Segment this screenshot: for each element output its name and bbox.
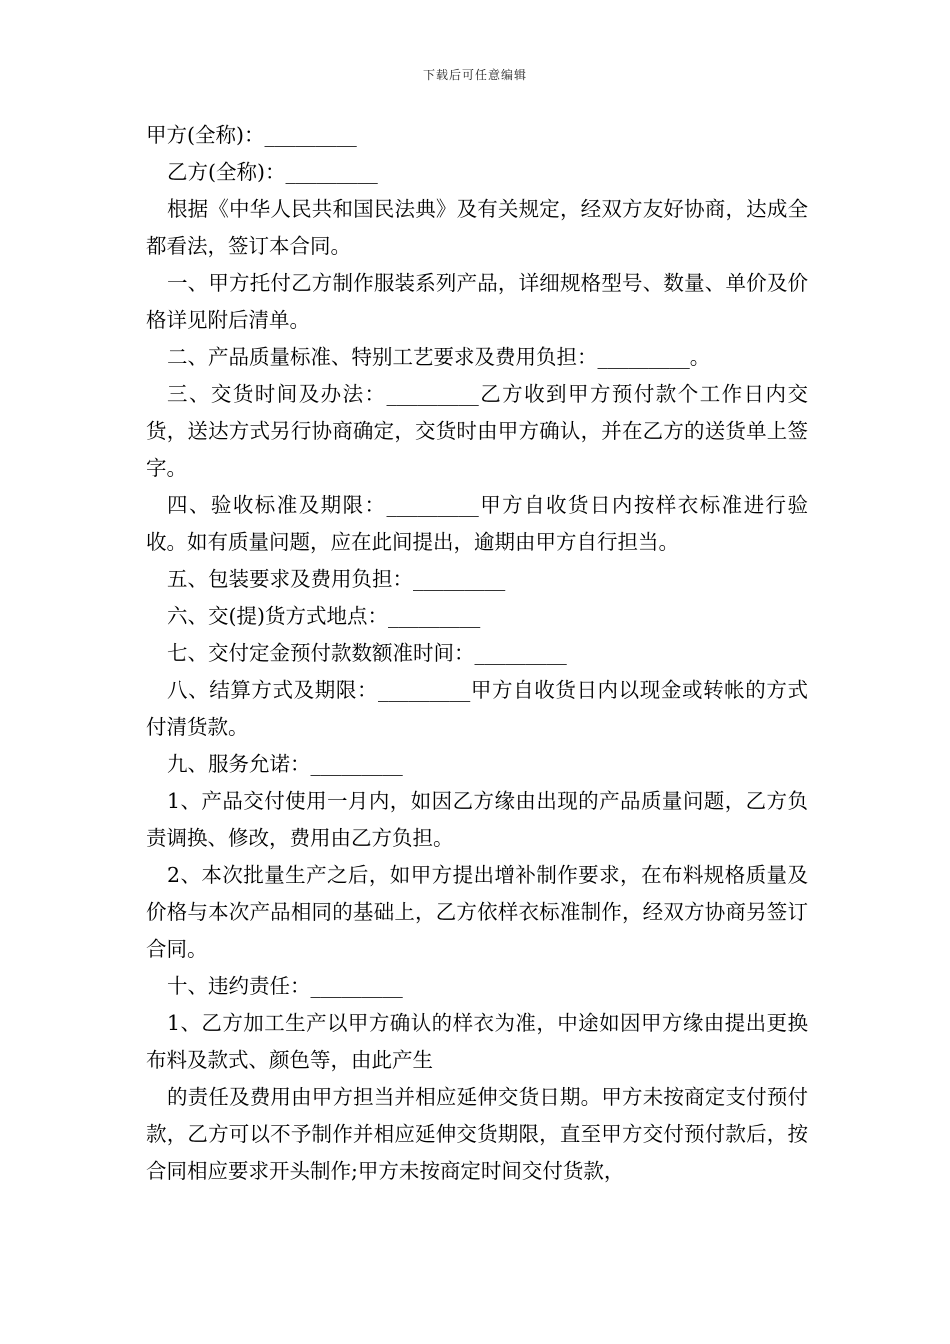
party-b-line: 乙方(全称)：_________ — [167, 160, 378, 184]
page-header: 下载后可任意编辑 — [422, 68, 527, 82]
clause-8: 八、结算方式及期限：_________甲方自收货日内以现金或转帐的方式付清货款。 — [146, 678, 808, 739]
clause-9: 九、服务允诺：_________ — [167, 752, 403, 776]
clause-7: 七、交付定金预付款数额准时间：_________ — [167, 641, 567, 665]
clause-10-item-1-continued: 的责任及费用由甲方担当并相应延伸交货日期。甲方未按商定支付预付款，乙方可以不予制作并相应延伸交货期限，直至甲方交付预付款后，按合同相应要求开头制作;甲方未按商定时间交付货款， — [146, 1085, 808, 1183]
clause-4: 四、验收标准及期限：_________甲方自收货日内按样衣标准进行验收。如有质量问题，应在此间提出，逾期由甲方自行担当。 — [146, 493, 808, 554]
clause-1: 一、甲方托付乙方制作服装系列产品，详细规格型号、数量、单价及价格详见附后清单。 — [146, 271, 808, 332]
clause-3: 三、交货时间及办法：_________乙方收到甲方预付款个工作日内交货，送达方式另行协商确定，交货时由甲方确认，并在乙方的送货单上签字。 — [146, 382, 808, 480]
clause-9-item-1: 1、产品交付使用一月内，如因乙方缘由出现的产品质量问题，乙方负责调换、修改，费用由乙方负担。 — [146, 789, 808, 850]
preamble: 根据《中华人民共和国民法典》及有关规定，经双方友好协商，达成全都看法，签订本合同。 — [146, 197, 808, 258]
clause-9-item-2: 2、本次批量生产之后，如甲方提出增补制作要求，在布料规格质量及价格与本次产品相同的基础上，乙方依样衣标准制作，经双方协商另签订合同。 — [146, 863, 808, 961]
clause-5: 五、包装要求及费用负担：_________ — [167, 567, 506, 591]
clause-10: 十、违约责任：_________ — [167, 974, 403, 998]
clause-6: 六、交(提)货方式地点：_________ — [167, 604, 481, 628]
clause-2: 二、产品质量标准、特别工艺要求及费用负担：_________。 — [167, 345, 711, 369]
party-a-line: 甲方(全称)：_________ — [146, 123, 357, 147]
contract-body — [146, 117, 808, 1190]
clause-10-item-1: 1、乙方加工生产以甲方确认的样衣为准，中途如因甲方缘由提出更换布料及款式、颜色等，由此产生 — [146, 1011, 808, 1072]
